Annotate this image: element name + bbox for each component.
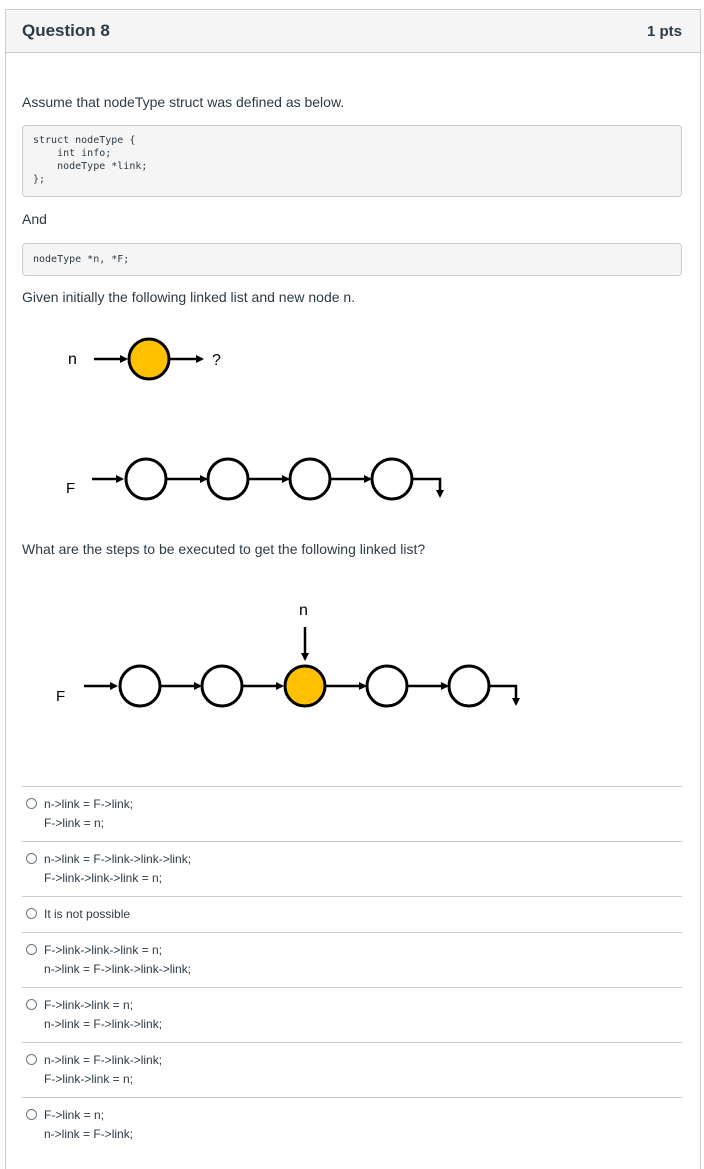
struct-code-block: struct nodeType { int info; nodeType *link; }; xyxy=(22,125,682,197)
answer-radio-7[interactable] xyxy=(26,1109,37,1120)
new-node-circle xyxy=(129,339,169,379)
answer-7-line-2: n->link = F->link; xyxy=(44,1127,134,1141)
answer-6-line-1: n->link = F->link->link; xyxy=(44,1053,163,1067)
answer-4-line-2: n->link = F->link->link->link; xyxy=(44,962,192,976)
question-card xyxy=(5,9,701,1169)
answer-option-5[interactable] xyxy=(22,987,682,1042)
answer-radio-3[interactable] xyxy=(26,908,37,919)
answer-1-line-2: F->link = n; xyxy=(44,816,105,830)
answer-7-line-1: F->link = n; xyxy=(44,1108,105,1122)
answer-3-line-1: It is not possible xyxy=(44,907,131,921)
answer-radio-5[interactable] xyxy=(26,999,37,1010)
list-node-1 xyxy=(126,459,166,499)
answer-5-line-2: n->link = F->link->link; xyxy=(44,1017,163,1031)
target-node-4 xyxy=(449,666,489,706)
answer-6-line-2: F->link->link = n; xyxy=(44,1072,134,1086)
answer-option-7[interactable] xyxy=(22,1097,682,1152)
initial-list-diagram xyxy=(46,328,476,508)
answer-options xyxy=(22,786,682,1152)
declaration-code-block: nodeType *n, *F; xyxy=(22,243,682,276)
answer-option-4[interactable] xyxy=(22,932,682,987)
target-node-1 xyxy=(120,666,160,706)
steps-question-text: What are the steps to be executed to get the following linked list? xyxy=(22,541,426,557)
target-f-label: F xyxy=(56,688,66,705)
and-text: And xyxy=(22,211,47,227)
target-node-2 xyxy=(202,666,242,706)
list-node-4 xyxy=(372,459,412,499)
target-n-label: n xyxy=(299,602,308,619)
target-new-node xyxy=(285,666,325,706)
answer-2-line-2: F->link->link->link = n; xyxy=(44,871,163,885)
answer-option-6[interactable] xyxy=(22,1042,682,1097)
answer-option-3[interactable] xyxy=(22,896,682,932)
answer-radio-1[interactable] xyxy=(26,798,37,809)
answer-5-line-1: F->link->link = n; xyxy=(44,998,134,1012)
given-text: Given initially the following linked list and new node n. xyxy=(22,289,356,305)
list-node-2 xyxy=(208,459,248,499)
question-header xyxy=(6,10,700,53)
answer-radio-6[interactable] xyxy=(26,1054,37,1065)
answer-radio-4[interactable] xyxy=(26,944,37,955)
target-node-3 xyxy=(367,666,407,706)
question-points: 1 pts xyxy=(646,22,682,40)
unknown-link-label: ? xyxy=(212,352,221,369)
answer-2-line-1: n->link = F->link->link->link; xyxy=(44,852,192,866)
answer-option-2[interactable] xyxy=(22,841,682,896)
list-node-3 xyxy=(290,459,330,499)
target-null-link-arrow xyxy=(490,686,516,704)
null-link-arrow xyxy=(413,479,440,496)
answer-option-1[interactable] xyxy=(22,786,682,841)
answer-1-line-1: n->link = F->link; xyxy=(44,797,134,811)
list-head-f-label: F xyxy=(66,480,76,497)
answer-radio-2[interactable] xyxy=(26,853,37,864)
question-title: Question 8 xyxy=(22,21,110,40)
new-node-n-label: n xyxy=(68,351,77,368)
target-list-diagram xyxy=(46,595,526,725)
answer-4-line-1: F->link->link->link = n; xyxy=(44,943,163,957)
intro-text: Assume that nodeType struct was defined as below. xyxy=(22,94,345,110)
